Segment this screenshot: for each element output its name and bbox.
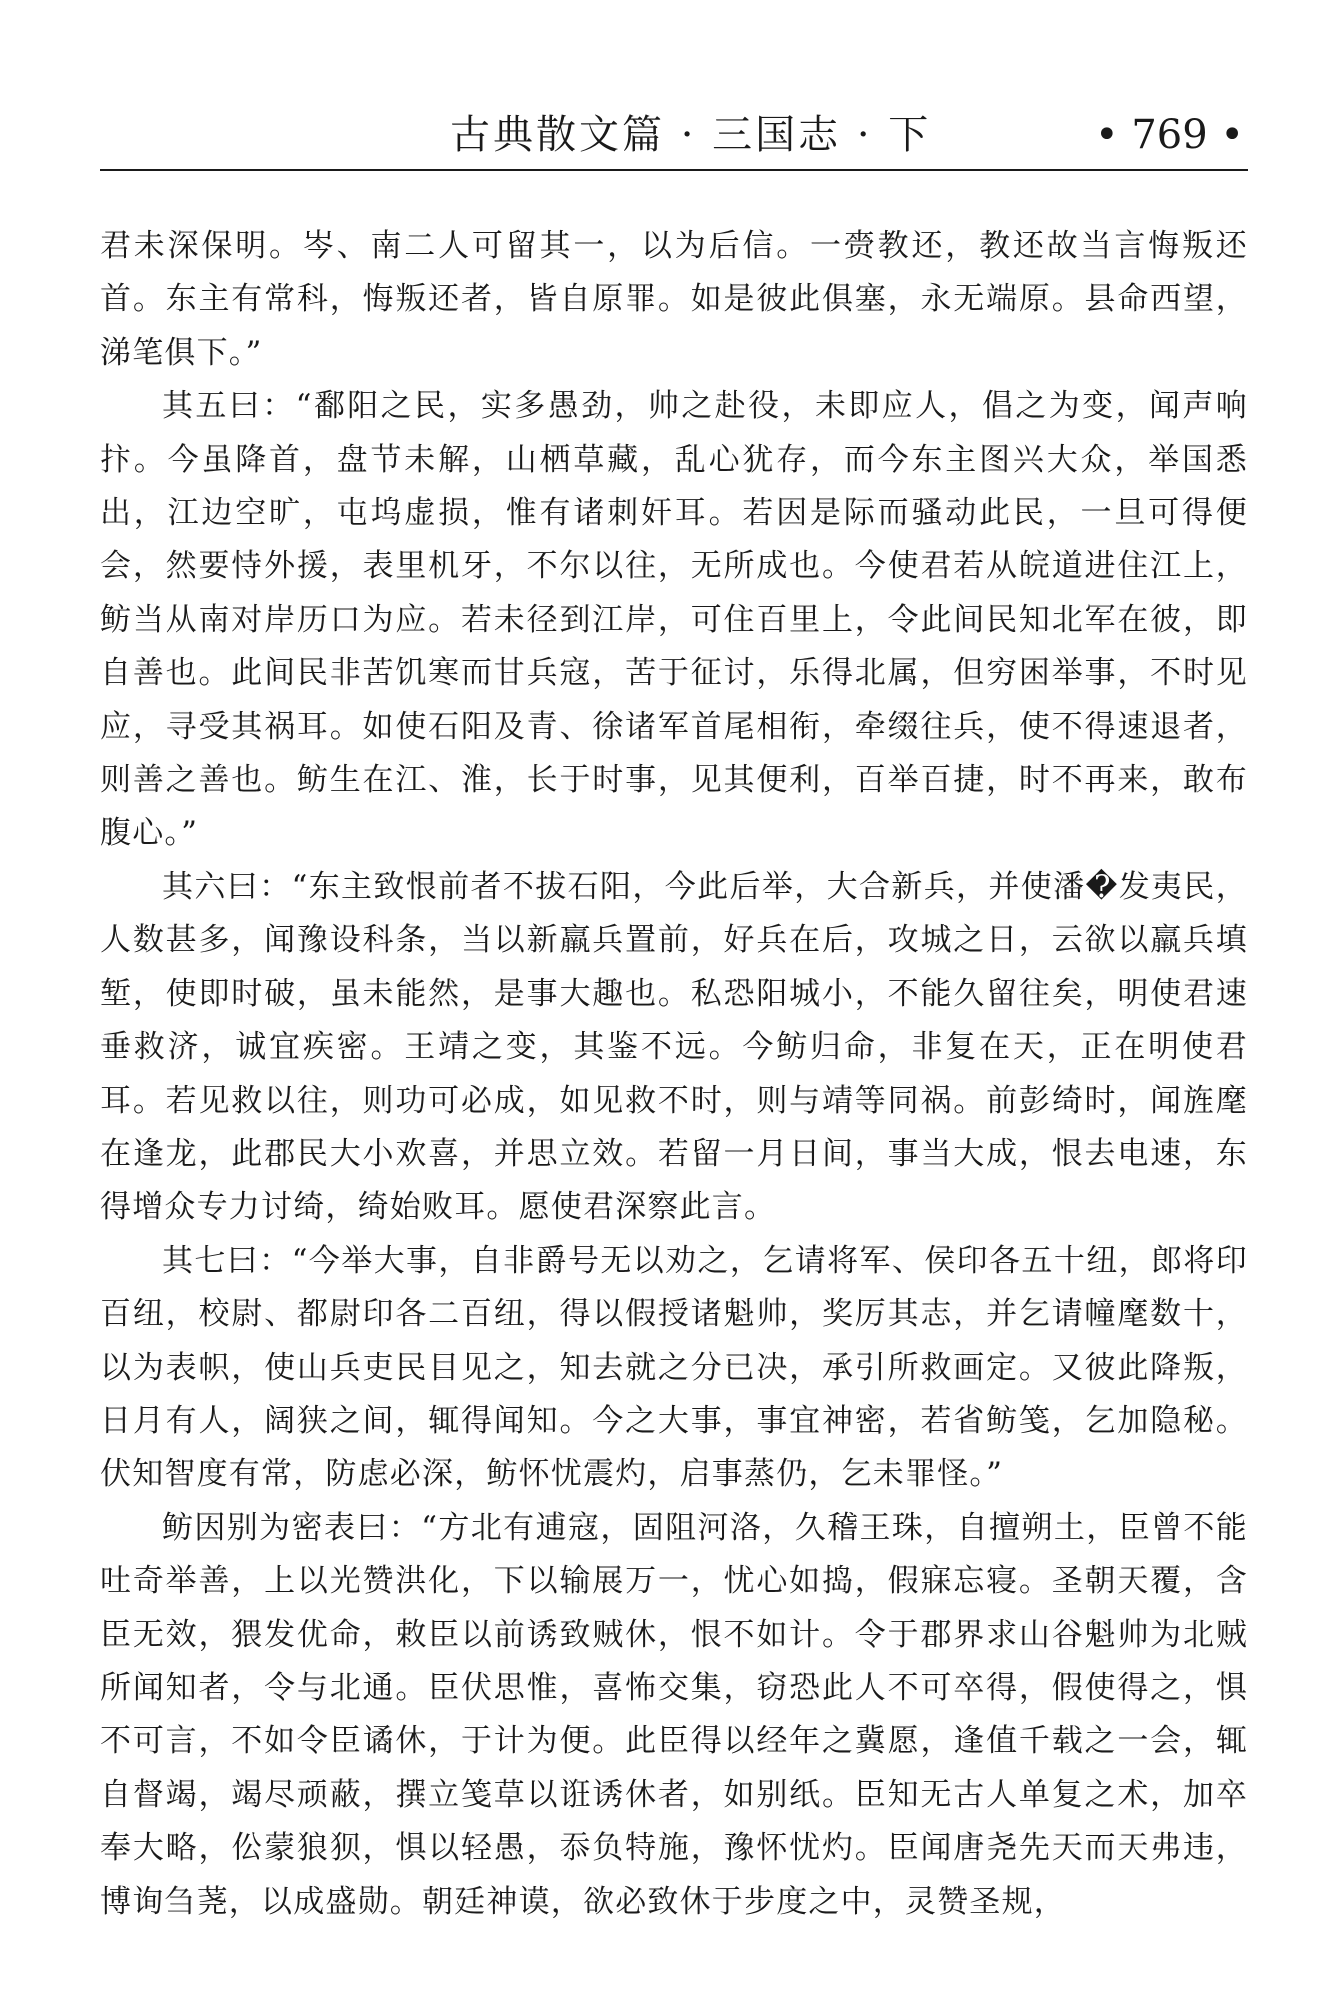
paragraph-sixth-letter: 其六曰：“东主致恨前者不拔石阳，今此后举，大合新兵，并使潘�发夷民，人数甚多，闻豫设科条，当以新羸兵置前，好兵在后，攻城之日，云欲以羸兵填堑，使即时破，虽未能然，是事大趣也。私恐阳城小，不能久留往矣，明使君速垂救济，诚宜疾密。王靖之变，其鉴不远。今鲂归命，非复在天，正在明使君耳。若见救以往，则功可必成，如见救不时，则与靖等同祸。前彭绮时，闻旌麾在逢龙，此郡民大小欢喜，并思立效。若留一月日间，事当大成，恨去电速，东得增众专力讨绮，绮始败耳。愿使君深察此言。 [100, 868, 1248, 1226]
paragraph-fifth-letter: 其五曰：“鄱阳之民，实多愚劲，帅之赴役，未即应人，倡之为变，闻声响抃。今虽降首，盘节未解，山栖草藏，乱心犹存，而今东主图兴大众，举国悉出，江边空旷，屯坞虚损，惟有诸刺奸耳。若因是际而骚动此民，一旦可得便会，然要恃外援，表里机牙，不尔以往，无所成也。今使君若从皖道进住江上，鲂当从南对岸历口为应。若未径到江岸，可住百里上，令此间民知北军在彼，即自善也。此间民非苦饥寒而甘兵寇，苦于征讨，乐得北属，但穷困举事，不时见应，寻受其祸耳。如使石阳及青、徐诸军首尾相衔，牵缀往兵，使不得速退者，则善之善也。鲂生在江、淮，长于时事，见其便利，百举百捷，时不再来，敢布腹心。” [100, 388, 1248, 852]
paragraph-continued: 君未深保明。岑、南二人可留其一，以为后信。一赍教还，教还故当言悔叛还首。东主有常科，悔叛还者，皆自原罪。如是彼此俱塞，永无端原。县命西望，涕笔俱下。” [100, 228, 1248, 371]
paragraph-secret-memorial: 鲂因别为密表曰：“方北有逋寇，固阻河洛，久稽王珠，自擅朔土，臣曾不能吐奇举善，上以光赞洪化，下以输展万一，忧心如捣，假寐忘寝。圣朝天覆，含臣无效，猥发优命，敕臣以前诱致贼休，恨不如计。令于郡界求山谷魁帅为北贼所闻知者，令与北通。臣伏思惟，喜怖交集，窃恐此人不可卒得，假使得之，惧不可言，不如令臣谲休，于计为便。此臣得以经年之冀愿，逢值千载之一会，辄自督竭，竭尽顽蔽，撰立笺草以诳诱休者，如别纸。臣知无古人单复之术，加卒奉大略，伀蒙狼狈，惧以轻愚，忝负特施，豫怀忧灼。臣闻唐尧先天而天弗违，博询刍荛，以成盛勋。朝廷神谟，欲必致休于步度之中，灵赞圣规， [100, 1509, 1248, 1920]
body-text [100, 220, 1248, 1929]
paragraph-seventh-letter: 其七曰：“今举大事，自非爵号无以劝之，乞请将军、侯印各五十纽，郎将印百纽，校尉、都尉印各二百纽，得以假授诸魁帅，奖厉其志，并乞请幢麾数十，以为表帜，使山兵吏民目见之，知去就之分已决，承引所救画定。又彼此降叛，日月有人，阔狭之间，辄得闻知。今之大事，事宜神密，若省鲂笺，乞加隐秘。伏知智度有常，防虑必深，鲂怀忧震灼，启事蒸仍，乞未罪怪。” [100, 1242, 1248, 1493]
running-header-title: 古典散文篇 · 三国志 · 下 [450, 112, 932, 158]
page-number: • 769 • [1095, 112, 1244, 158]
running-header [100, 105, 1248, 171]
header-rule [100, 169, 1248, 171]
